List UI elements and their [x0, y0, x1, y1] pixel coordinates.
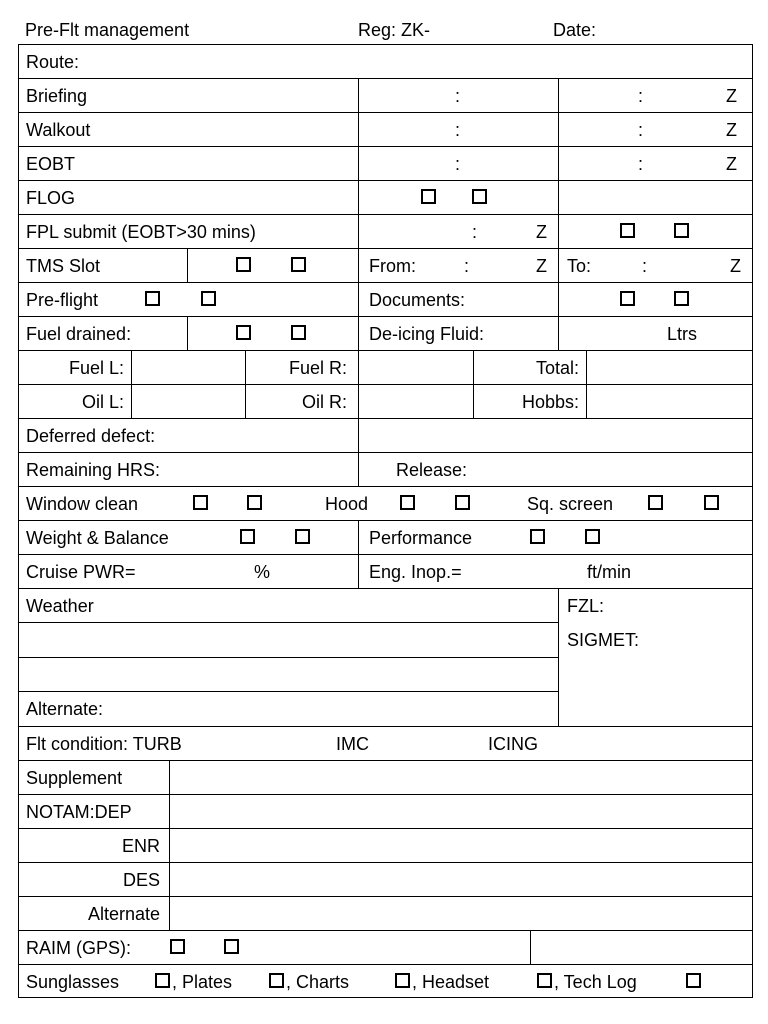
row-divider — [18, 726, 753, 727]
alternate-weather-label: Alternate: — [26, 699, 104, 719]
tech-log-checkbox[interactable] — [686, 973, 701, 988]
fuel-drained-checkbox-2[interactable] — [291, 325, 306, 340]
imc-label: IMC — [336, 734, 369, 754]
eng-inop-label: Eng. Inop.= — [369, 562, 462, 582]
fuel-drained-label: Fuel drained: — [26, 324, 132, 344]
row-divider — [18, 282, 753, 283]
tms-checkbox-1[interactable] — [236, 257, 251, 272]
row-divider — [18, 964, 753, 965]
plates-label: , Plates — [172, 972, 233, 992]
tms-to-zulu: Z — [730, 256, 741, 276]
route-label: Route: — [26, 52, 80, 72]
row-divider — [18, 554, 753, 555]
column-divider — [358, 78, 359, 486]
row-divider — [18, 146, 753, 147]
walkout-zulu: Z — [726, 120, 737, 140]
release-label: Release: — [396, 460, 468, 480]
eng-inop-unit: ft/min — [587, 562, 632, 582]
weight-balance-checkbox-2[interactable] — [295, 529, 310, 544]
sq-screen-checkbox-2[interactable] — [704, 495, 719, 510]
icing-label: ICING — [488, 734, 539, 754]
flog-label: FLOG — [26, 188, 76, 208]
documents-label: Documents: — [369, 290, 466, 310]
row-divider — [18, 588, 753, 589]
column-divider — [530, 930, 531, 964]
deicing-unit: Ltrs — [667, 324, 698, 344]
charts-label: , Charts — [286, 972, 350, 992]
raim-checkbox-1[interactable] — [170, 939, 185, 954]
row-divider — [18, 691, 558, 692]
reg-label: Reg: ZK- — [358, 20, 431, 40]
row-divider — [18, 180, 753, 181]
sunglasses-label: Sunglasses — [26, 972, 120, 992]
row-divider — [18, 248, 753, 249]
performance-label: Performance — [369, 528, 473, 548]
tms-from-colon: : — [464, 256, 470, 276]
column-divider — [558, 588, 559, 726]
oil-left-label: Oil L: — [81, 392, 124, 412]
hood-checkbox-2[interactable] — [455, 495, 470, 510]
hobbs-label: Hobbs: — [521, 392, 579, 412]
raim-label: RAIM (GPS): — [26, 938, 132, 958]
sq-screen-label: Sq. screen — [527, 494, 614, 514]
supplement-label: Supplement — [26, 768, 123, 788]
notam-enr-label: ENR — [121, 836, 160, 856]
weather-label: Weather — [26, 596, 94, 616]
row-divider — [18, 520, 753, 521]
row-divider — [18, 452, 753, 453]
row-divider — [18, 78, 753, 79]
flog-checkbox-1[interactable] — [421, 189, 436, 204]
hood-label: Hood — [325, 494, 369, 514]
charts-checkbox[interactable] — [395, 973, 410, 988]
briefing-label: Briefing — [26, 86, 88, 106]
notam-dep-label: NOTAM:DEP — [26, 802, 132, 822]
row-divider — [18, 418, 753, 419]
tms-to-label: To: — [567, 256, 592, 276]
preflight-label: Pre-flight — [26, 290, 99, 310]
sigmet-label: SIGMET: — [567, 630, 640, 650]
window-clean-label: Window clean — [26, 494, 139, 514]
cruise-pwr-unit: % — [254, 562, 271, 582]
fpl-time-colon: : — [472, 222, 478, 242]
row-divider — [18, 828, 753, 829]
fzl-label: FZL: — [567, 596, 605, 616]
briefing-time-colon: : — [455, 86, 461, 106]
row-divider — [18, 657, 558, 658]
column-divider — [586, 350, 587, 418]
row-divider — [18, 316, 753, 317]
eobt-label: EOBT — [26, 154, 76, 174]
headset-checkbox[interactable] — [537, 973, 552, 988]
fpl-checkbox-1[interactable] — [620, 223, 635, 238]
tech-log-label: , Tech Log — [554, 972, 637, 992]
plates-checkbox[interactable] — [269, 973, 284, 988]
briefing-zulu: Z — [726, 86, 737, 106]
fpl-submit-label: FPL submit (EOBT>30 mins) — [26, 222, 256, 242]
walkout-time-colon: : — [455, 120, 461, 140]
fpl-zulu: Z — [536, 222, 547, 242]
eobt-zulu: Z — [726, 154, 737, 174]
flt-condition-label: Flt condition: TURB — [26, 734, 182, 754]
tms-checkbox-2[interactable] — [291, 257, 306, 272]
row-divider — [18, 112, 753, 113]
row-divider — [18, 760, 753, 761]
column-divider — [558, 78, 559, 350]
fuel-total-label: Total: — [535, 358, 579, 378]
preflight-checkbox-1[interactable] — [145, 291, 160, 306]
oil-right-label: Oil R: — [302, 392, 347, 412]
weight-balance-checkbox-1[interactable] — [240, 529, 255, 544]
column-divider — [187, 316, 188, 350]
cruise-pwr-label: Cruise PWR= — [26, 562, 136, 582]
fuel-drained-checkbox-1[interactable] — [236, 325, 251, 340]
tms-from-label: From: — [369, 256, 416, 276]
row-divider — [18, 622, 558, 623]
window-clean-checkbox-1[interactable] — [193, 495, 208, 510]
remaining-hrs-label: Remaining HRS: — [26, 460, 161, 480]
row-divider — [18, 350, 753, 351]
sunglasses-checkbox[interactable] — [155, 973, 170, 988]
column-divider — [358, 520, 359, 588]
column-divider — [169, 760, 170, 930]
window-clean-checkbox-2[interactable] — [247, 495, 262, 510]
tms-from-zulu: Z — [536, 256, 547, 276]
briefing-utc-colon: : — [638, 86, 644, 106]
notam-alternate-label: Alternate — [87, 904, 160, 924]
performance-checkbox-1[interactable] — [530, 529, 545, 544]
form-title: Pre-Flt management — [25, 20, 190, 40]
walkout-utc-colon: : — [638, 120, 644, 140]
date-label: Date: — [553, 20, 597, 40]
eobt-time-colon: : — [455, 154, 461, 174]
row-divider — [18, 930, 753, 931]
headset-label: , Headset — [412, 972, 490, 992]
hood-checkbox-1[interactable] — [400, 495, 415, 510]
fuel-left-label: Fuel L: — [68, 358, 124, 378]
fpl-checkbox-2[interactable] — [674, 223, 689, 238]
raim-checkbox-2[interactable] — [224, 939, 239, 954]
tms-to-colon: : — [642, 256, 648, 276]
deicing-label: De-icing Fluid: — [369, 324, 485, 344]
deferred-defect-label: Deferred defect: — [26, 426, 156, 446]
walkout-label: Walkout — [26, 120, 91, 140]
flog-checkbox-2[interactable] — [472, 189, 487, 204]
column-divider — [473, 350, 474, 418]
performance-checkbox-2[interactable] — [585, 529, 600, 544]
documents-checkbox-1[interactable] — [620, 291, 635, 306]
fuel-right-label: Fuel R: — [288, 358, 347, 378]
eobt-utc-colon: : — [638, 154, 644, 174]
column-divider — [131, 350, 132, 418]
column-divider — [245, 350, 246, 418]
documents-checkbox-2[interactable] — [674, 291, 689, 306]
row-divider — [18, 896, 753, 897]
tms-slot-label: TMS Slot — [26, 256, 101, 276]
row-divider — [18, 794, 753, 795]
sq-screen-checkbox-1[interactable] — [648, 495, 663, 510]
notam-des-label: DES — [122, 870, 160, 890]
row-divider — [18, 214, 753, 215]
preflight-checkbox-2[interactable] — [201, 291, 216, 306]
row-divider — [18, 862, 753, 863]
weight-balance-label: Weight & Balance — [26, 528, 169, 548]
row-divider — [18, 486, 753, 487]
column-divider — [187, 248, 188, 282]
row-divider — [18, 384, 753, 385]
